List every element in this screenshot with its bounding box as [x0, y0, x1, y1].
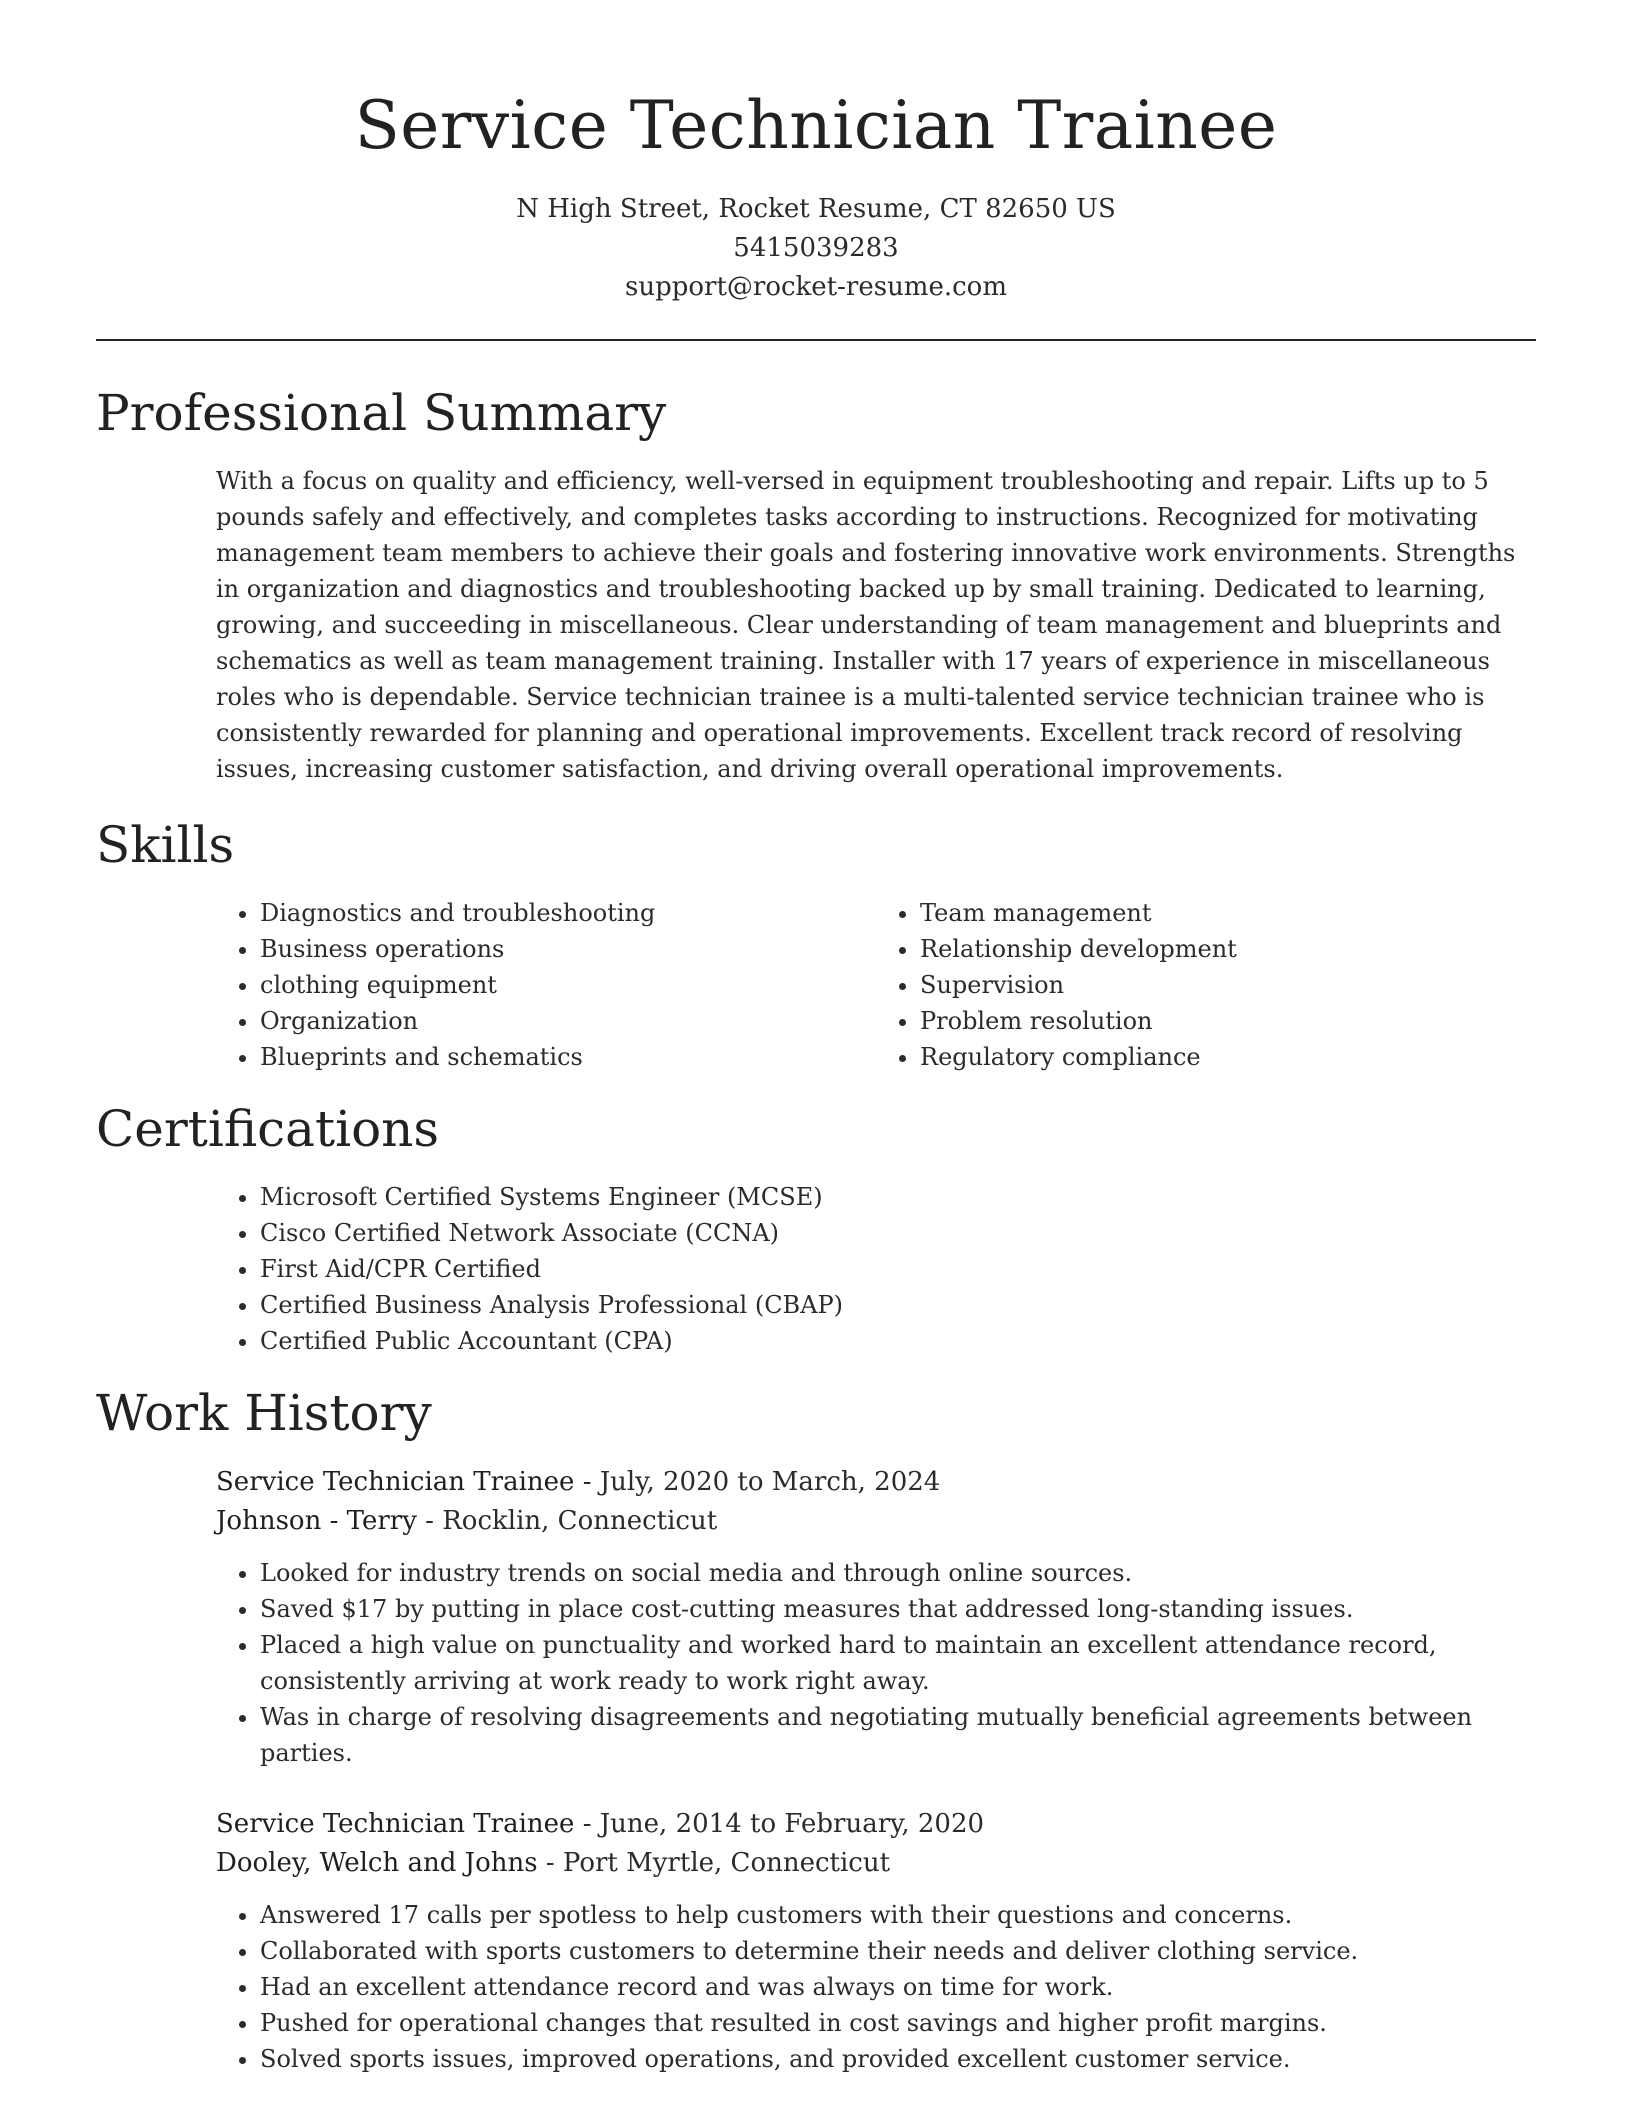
section-title-skills: Skills	[96, 816, 235, 874]
skill-item: • Problem resolution	[920, 1003, 1536, 1039]
job-separator: -	[582, 1467, 600, 1497]
job-location: Port Myrtle, Connecticut	[562, 1848, 891, 1878]
skill-item: • Business operations	[260, 931, 876, 967]
certifications-list	[216, 1179, 1536, 1359]
job-duties-list	[216, 1897, 1536, 2077]
skill-item: • Team management	[920, 895, 1536, 931]
job-duty-item: • Was in charge of resolving disagreements and negotiating mutually beneficial agreements between parties.	[260, 1699, 1536, 1771]
skill-item: • Diagnostics and troubleshooting	[260, 895, 876, 931]
certification-item: • Microsoft Certified Systems Engineer (MCSE)	[260, 1179, 1536, 1215]
email-address: support@rocket-resume.com	[624, 272, 1007, 302]
job-title-line	[216, 1805, 1536, 1844]
skill-item: • Supervision	[920, 967, 1536, 1003]
summary-text: With a focus on quality and efficiency, well-versed in equipment troubleshooting and repair. Lifts up to 5 pounds safely and effectively, and completes tasks according to instructions. Recognized for motivating management team members to achieve their goals and fostering innovative work environments. Strengths in organization and diagnostics and troubleshooting backed up by small training. Dedicated to learning, growing, and succeeding in miscellaneous. Clear understanding of team management and blueprints and schematics as well as team management training. Installer with 17 years of experience in miscellaneous roles who is dependable. Service technician trainee is a multi-talented service technician trainee who is consistently rewarded for planning and operational improvements. Excellent track record of resolving issues, increasing customer satisfaction, and driving overall operational improvements.	[216, 467, 1516, 783]
skill-item: • Organization	[260, 1003, 876, 1039]
job-dates: June, 2014 to February, 2020	[599, 1809, 985, 1839]
skills-grid	[216, 895, 1536, 1075]
certification-item: • Certified Business Analysis Professional (CBAP)	[260, 1287, 1536, 1323]
certification-item: • First Aid/CPR Certified	[260, 1251, 1536, 1287]
job-company: Dooley, Welch and Johns	[216, 1848, 538, 1878]
job-title: Service Technician Trainee	[216, 1467, 575, 1497]
section-title-summary: Professional Summary	[96, 384, 667, 442]
job-dates: July, 2020 to March, 2024	[599, 1467, 941, 1497]
job-duty-item: • Pushed for operational changes that resulted in cost savings and higher profit margins.	[260, 2005, 1536, 2041]
skill-item: • Regulatory compliance	[920, 1039, 1536, 1075]
resume-page	[96, 0, 1536, 2077]
address: N High Street, Rocket Resume, CT 82650 US	[516, 194, 1116, 224]
job-duty-item: • Answered 17 calls per spotless to help customers with their questions and concerns.	[260, 1897, 1536, 1933]
contact-info	[96, 190, 1536, 307]
skill-item: • clothing equipment	[260, 967, 876, 1003]
job-company: Johnson - Terry	[216, 1506, 417, 1536]
summary-section	[96, 381, 1536, 787]
skills-list-right	[876, 895, 1536, 1075]
job-duty-item: • Saved $17 by putting in place cost-cutting measures that addressed long-standing issues.	[260, 1591, 1536, 1627]
job-duty-item: • Had an excellent attendance record and was always on time for work.	[260, 1969, 1536, 2005]
job-duty-item: • Collaborated with sports customers to determine their needs and deliver clothing service.	[260, 1933, 1536, 1969]
skill-item: • Blueprints and schematics	[260, 1039, 876, 1075]
certifications-section	[96, 1097, 1536, 1359]
candidate-name: Service Technician Trainee	[354, 87, 1278, 164]
section-title-work-history: Work History	[96, 1384, 432, 1442]
job-duties-list	[216, 1555, 1536, 1771]
section-title-certifications: Certifications	[96, 1100, 440, 1158]
job-separator: -	[582, 1809, 600, 1839]
skill-item: • Relationship development	[920, 931, 1536, 967]
job-duty-item: • Solved sports issues, improved operations, and provided excellent customer service.	[260, 2041, 1536, 2077]
job-location: Rocklin, Connecticut	[442, 1506, 718, 1536]
job-duty-item: • Placed a high value on punctuality and worked hard to maintain an excellent attendance record, consistently arriving at work ready to work right away.	[260, 1627, 1536, 1699]
job-title-line	[216, 1463, 1536, 1502]
job-company-line	[216, 1844, 1536, 1883]
job-separator: -	[425, 1506, 443, 1536]
job-company-line	[216, 1502, 1536, 1541]
job-duty-item: • Looked for industry trends on social media and through online sources.	[260, 1555, 1536, 1591]
job-entry	[216, 1805, 1536, 2077]
header-divider	[96, 339, 1536, 341]
certification-item: • Certified Public Accountant (CPA)	[260, 1323, 1536, 1359]
skills-section	[96, 813, 1536, 1075]
job-title: Service Technician Trainee	[216, 1809, 575, 1839]
certification-item: • Cisco Certified Network Associate (CCNA)	[260, 1215, 1536, 1251]
job-separator: -	[545, 1848, 563, 1878]
phone-number: 5415039283	[733, 233, 899, 263]
certifications-block	[216, 1179, 1536, 1359]
skills-list-left	[216, 895, 876, 1075]
work-history-section	[96, 1381, 1536, 2077]
job-entry	[216, 1463, 1536, 1771]
